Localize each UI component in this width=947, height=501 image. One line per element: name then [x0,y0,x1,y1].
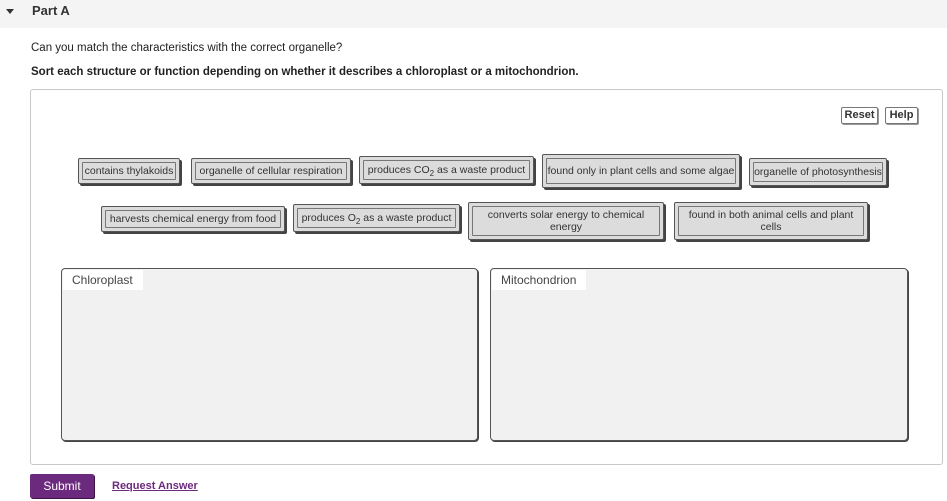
mitochondrion-drop-zone[interactable] [490,268,908,441]
item-label: organelle of cellular respiration [199,165,343,177]
item-label: harvests chemical energy from food [109,213,277,225]
help-button[interactable]: Help [885,107,918,124]
part-title: Part A [32,3,70,18]
question-instruction: Sort each structure or function depending on whether it describes a chloroplast or a mitochondrion. [31,66,579,78]
draggable-item-cellular-respiration[interactable] [191,158,351,184]
draggable-item-contains-thylakoids[interactable] [78,158,180,184]
part-header[interactable] [0,0,947,28]
item-label: converts solar energy to chemical energy [487,209,645,233]
reset-button[interactable]: Reset [841,107,878,124]
item-label: produces $O_2$ as a waste product [301,212,452,227]
draggable-item-plant-cells-algae[interactable] [542,154,740,188]
item-label: found in both animal cells and plant cells [688,209,854,233]
question-prompt: Can you match the characteristics with the correct organelle? [31,42,343,54]
draggable-item-produces-co2[interactable] [359,156,534,184]
item-label: produces $CO_2$ as a waste product [367,164,526,179]
request-answer-link[interactable]: Request Answer [112,480,198,492]
chloroplast-drop-zone[interactable] [61,268,478,441]
submit-button[interactable]: Submit [30,474,94,498]
draggable-item-produces-o2[interactable] [293,204,460,232]
item-label: contains thylakoids [84,165,174,177]
collapse-caret-icon[interactable] [6,9,14,14]
draggable-item-harvests-chemical-energy[interactable] [101,206,285,232]
item-label: found only in plant cells and some algae [547,165,735,177]
draggable-item-animal-and-plant-cells[interactable] [674,202,868,240]
draggable-item-photosynthesis[interactable] [749,158,887,186]
draggable-item-solar-energy[interactable] [468,202,664,240]
mitochondrion-zone-label: Mitochondrion [492,270,586,290]
chloroplast-zone-label: Chloroplast [63,270,143,290]
item-label: organelle of photosynthesis [754,166,882,178]
